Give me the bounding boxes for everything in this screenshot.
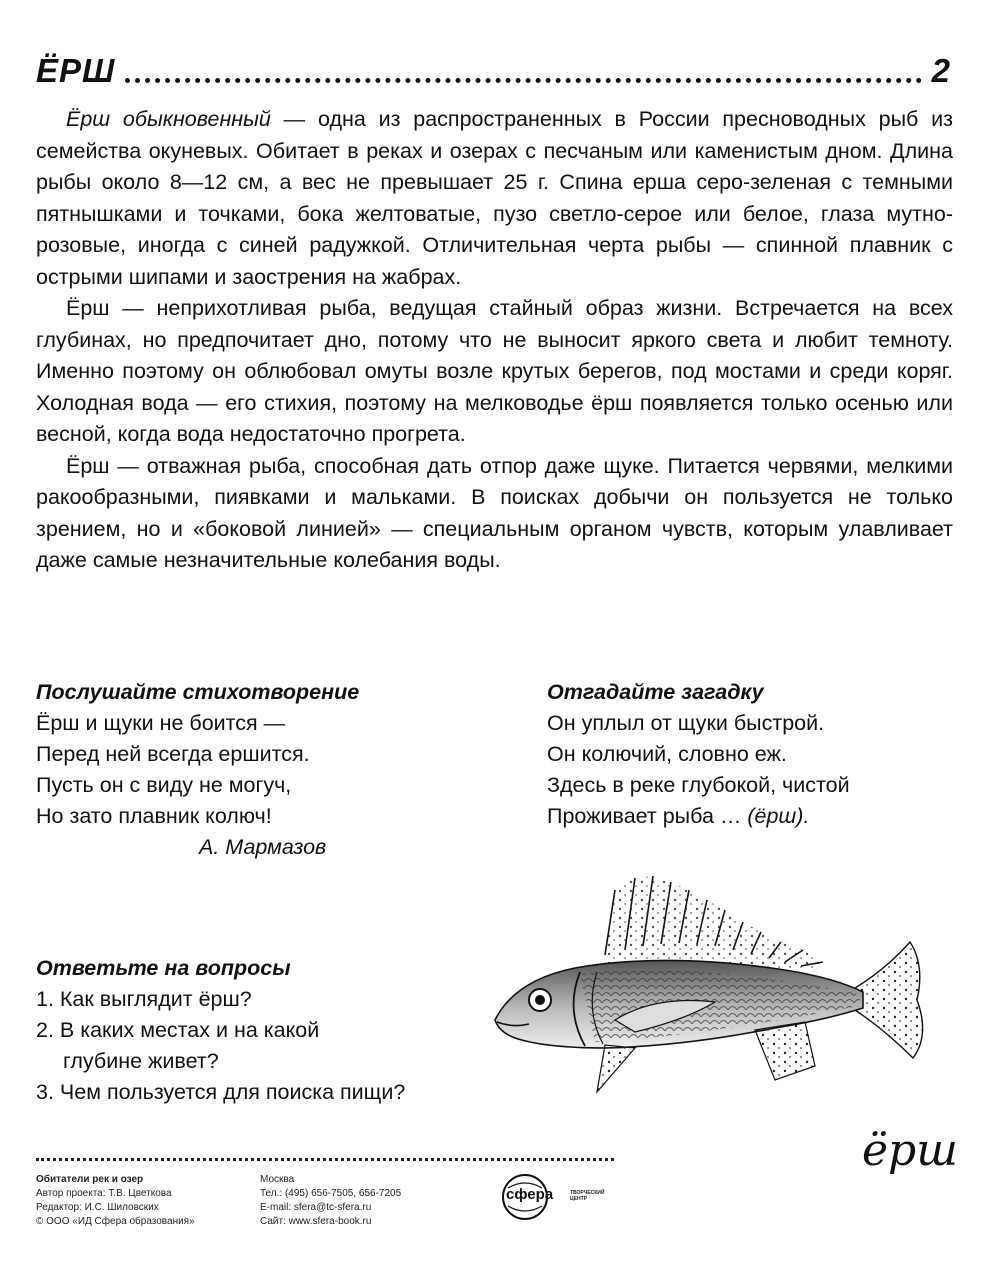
publisher-city: Москва bbox=[260, 1174, 295, 1185]
footer-credits bbox=[36, 1173, 195, 1229]
question-1: 1. Как выглядит ёрш? bbox=[36, 987, 252, 1011]
logo-subtitle-line2: ЦЕНТР bbox=[570, 1196, 587, 1202]
header-dot-leader bbox=[125, 78, 921, 83]
footer-divider bbox=[36, 1158, 614, 1161]
riddle-line: Он уплыл от щуки быстрой. bbox=[547, 711, 825, 735]
page-title: ЁРШ bbox=[36, 52, 116, 89]
questions-block bbox=[36, 953, 496, 1108]
species-term: Ёрш обыкновенный bbox=[66, 107, 271, 131]
paragraph-2: Ёрш — неприхотливая рыба, ведущая стайный образ жизни. Встречается на всех глубинах, но предпочитает дно, потому что не выносит яркого света и любит темноту. Именно поэтому он облюбовал омуты возле крутых берегов, под мостами и среди коряг. Холодная вода — его стихия, поэтому на мелководье ёрш появляется только осенью или весной, когда вода недостаточно прогрета. bbox=[36, 296, 953, 446]
riddle-line: Он колючий, словно еж. bbox=[547, 742, 787, 766]
poem-line: Перед ней всегда ершится. bbox=[36, 742, 310, 766]
editor: Редактор: И.С. Шиловских bbox=[36, 1202, 159, 1213]
riddle-last-line bbox=[547, 801, 967, 832]
publisher-email: E-mail: sfera@tc-sfera.ru bbox=[260, 1202, 372, 1213]
footer-contacts bbox=[260, 1173, 401, 1229]
tail-fin bbox=[855, 942, 923, 1058]
poem-line: Пусть он с виду не могуч, bbox=[36, 773, 292, 797]
pelvic-fin bbox=[597, 1045, 635, 1092]
logo-wordmark: сфера bbox=[506, 1186, 554, 1203]
poem-line: Но зато плавник колюч! bbox=[36, 804, 272, 828]
publisher-site: Сайт: www.sfera-book.ru bbox=[260, 1216, 372, 1227]
logo-subtitle bbox=[570, 1190, 604, 1202]
project-author: Автор проекта: Т.В. Цветкова bbox=[36, 1188, 172, 1199]
questions-heading: Ответьте на вопросы bbox=[36, 956, 291, 980]
riddle-last-text: Проживает рыба … bbox=[547, 804, 748, 828]
question-2-continued: глубине живет? bbox=[63, 1049, 219, 1073]
article-text bbox=[36, 104, 953, 577]
poem-block bbox=[36, 677, 456, 863]
question-3: 3. Чем пользуется для поиска пищи? bbox=[36, 1080, 406, 1104]
publisher-phone: Тел.: (495) 656-7505, 656-7205 bbox=[260, 1188, 402, 1199]
question-2: 2. В каких местах и на какой bbox=[36, 1018, 320, 1042]
riddle-line: Здесь в реке глубокой, чистой bbox=[547, 773, 850, 797]
paragraph-3: Ёрш — отважная рыба, способная дать отпор даже щуке. Питается червями, мелкими ракообразными, пиявками и мальками. В поисках добычи он пользуется не только зрением, но и «боковой линией» — специальным органом чувств, которым улавливает даже самые незначительные колебания воды. bbox=[36, 453, 953, 572]
page-number: 2 bbox=[931, 52, 950, 89]
anal-fin bbox=[755, 1022, 815, 1080]
handwritten-word: ёрш bbox=[862, 1125, 958, 1176]
ruffe-fish-illustration bbox=[485, 870, 955, 1120]
series-title: Обитатели рек и озер bbox=[36, 1174, 144, 1185]
paragraph-1 bbox=[36, 104, 953, 293]
page-header bbox=[36, 40, 950, 90]
poem-line: Ёрш и щуки не боится — bbox=[36, 711, 286, 735]
riddle-block bbox=[547, 677, 967, 832]
logo-subtitle-line1: ТВОРЧЕСКИЙ bbox=[570, 1190, 605, 1196]
copyright: © ООО «ИД Сфера образования» bbox=[36, 1216, 195, 1227]
riddle-answer: (ёрш). bbox=[747, 804, 810, 828]
paragraph-1-text: — одна из распространенных в России пресноводных рыб из семейства окуневых. Обитает в реках и озерах с песчаным или каменистым дном. Длина рыбы около 8—12 см, а вес не превышает 25 г. Спина ерша серо-зеленая с темными пятнышками и точками, бока желтоватые, пузо светло-серое или белое, глаза мутно-розовые, иногда с синей радужкой. Отличительная черта рыбы — спинной плавник с острыми шипами и заострения на жабрах. bbox=[36, 107, 954, 289]
poem-author: А. Мармазов bbox=[199, 835, 327, 859]
riddle-heading: Отгадайте загадку bbox=[547, 680, 764, 704]
poem-heading: Послушайте стихотворение bbox=[36, 680, 360, 704]
